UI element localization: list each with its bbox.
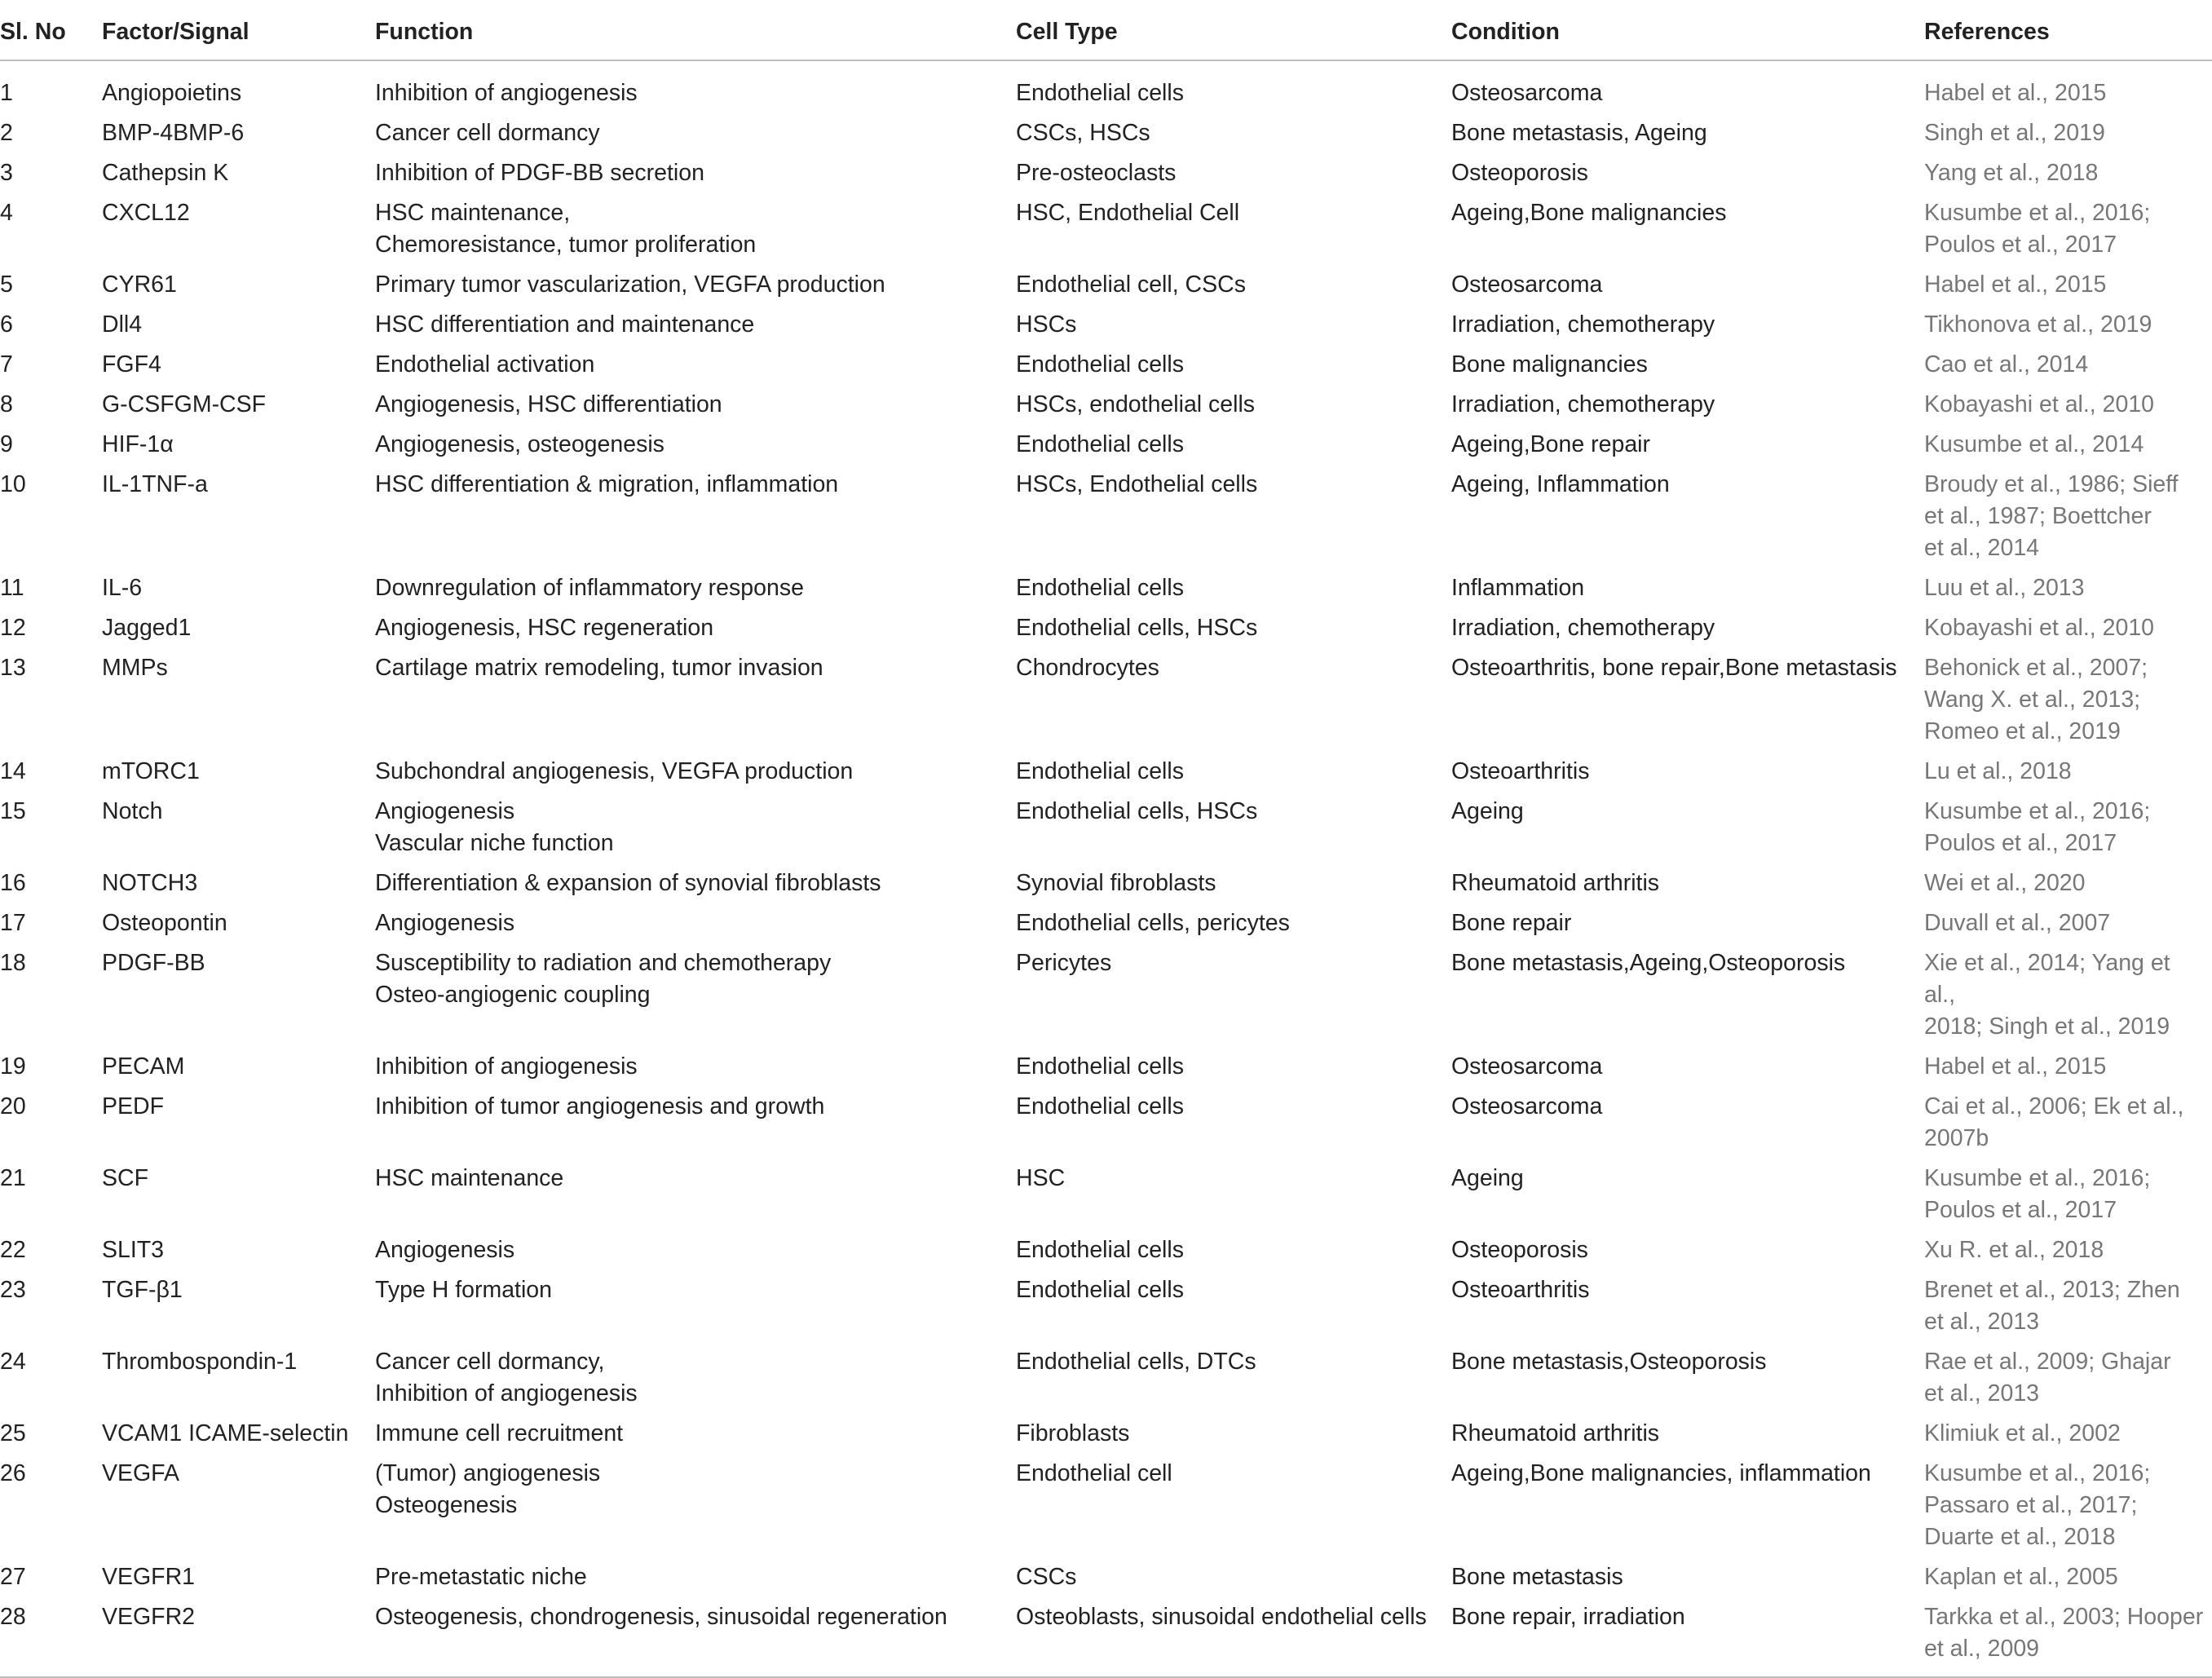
header-row (0, 7, 2212, 60)
table-row (0, 1231, 2212, 1271)
sl-no-cell: 10 (0, 471, 26, 497)
function-cell: HSC differentiation and maintenance (375, 311, 755, 338)
sl-no-cell: 21 (0, 1165, 26, 1191)
factor-cell: CYR61 (102, 272, 177, 298)
sl-no-cell: 17 (0, 910, 26, 936)
function-cell: Inhibition of angiogenesis (375, 1053, 638, 1080)
reference-cell: Kobayashi et al., 2010 (1924, 391, 2155, 417)
cell-type-cell: Endothelial cells (1016, 80, 1184, 106)
reference-cell: Kusumbe et al., 2016; Poulos et al., 2017 (1924, 1165, 2151, 1223)
cell-type-cell: Endothelial cells (1016, 1277, 1184, 1303)
condition-cell: Ageing,Bone repair (1451, 431, 1651, 457)
column-header-cell-type: Cell Type (1016, 7, 1451, 60)
factor-cell: Osteopontin (102, 910, 227, 936)
reference-cell: Luu et al., 2013 (1924, 575, 2085, 601)
table-row (0, 114, 2212, 154)
table-row (0, 1598, 2212, 1677)
factor-cell: Angiopoietins (102, 80, 242, 106)
table-row (0, 904, 2212, 944)
cell-type-cell: Endothelial cells (1016, 431, 1184, 457)
table-row (0, 1415, 2212, 1455)
factor-cell: HIF-1α (102, 431, 174, 457)
function-cell: Primary tumor vascularization, VEGFA production (375, 272, 885, 298)
function-cell: Immune cell recruitment (375, 1420, 624, 1446)
data-table (0, 7, 2212, 1678)
factor-cell: SLIT3 (102, 1237, 165, 1263)
condition-cell: Ageing (1451, 798, 1524, 824)
cell-type-cell: HSCs, Endothelial cells (1016, 471, 1258, 497)
condition-cell: Osteosarcoma (1451, 1053, 1603, 1080)
function-cell: HSC maintenance (375, 1165, 564, 1191)
condition-cell: Irradiation, chemotherapy (1451, 391, 1715, 417)
condition-cell: Osteoarthritis (1451, 758, 1590, 784)
table-row (0, 944, 2212, 1048)
table-row (0, 793, 2212, 864)
factor-cell: VEGFA (102, 1460, 180, 1486)
table-row (0, 1159, 2212, 1231)
condition-cell: Irradiation, chemotherapy (1451, 615, 1715, 641)
condition-cell: Bone metastasis,Osteoporosis (1451, 1349, 1767, 1375)
sl-no-cell: 28 (0, 1598, 102, 1677)
sl-no-cell: 8 (0, 391, 13, 417)
cell-type-cell: Endothelial cell, CSCs (1016, 272, 1246, 298)
cell-type-cell: Endothelial cells (1016, 1053, 1184, 1080)
table-row (0, 194, 2212, 266)
reference-cell: Kobayashi et al., 2010 (1924, 615, 2155, 641)
function-cell: Cancer cell dormancy (375, 120, 600, 146)
reference-cell: Brenet et al., 2013; Zhen et al., 2013 (1924, 1277, 2180, 1335)
reference-cell: Habel et al., 2015 (1924, 272, 2107, 298)
cell-type-cell: CSCs (1016, 1564, 1077, 1590)
reference-cell: Cao et al., 2014 (1924, 351, 2089, 378)
table-row (0, 1048, 2212, 1088)
sl-no-cell: 15 (0, 798, 26, 824)
sl-no-cell: 7 (0, 351, 13, 378)
table-row (0, 1455, 2212, 1558)
cell-type-cell: HSC (1016, 1165, 1066, 1191)
condition-cell: Osteoarthritis (1451, 1277, 1590, 1303)
cell-type-cell: Endothelial cells, pericytes (1016, 910, 1290, 936)
factor-cell: FGF4 (102, 351, 161, 378)
reference-cell: Xie et al., 2014; Yang et al., 2018; Singh et al., 2019 (1924, 950, 2170, 1040)
reference-cell: Xu R. et al., 2018 (1924, 1237, 2104, 1263)
factor-cell: VEGFR2 (102, 1598, 375, 1677)
condition-cell: Inflammation (1451, 575, 1585, 601)
reference-cell: Klimiuk et al., 2002 (1924, 1420, 2121, 1446)
reference-cell: Habel et al., 2015 (1924, 80, 2107, 106)
condition-cell: Osteosarcoma (1451, 1093, 1603, 1119)
sl-no-cell: 9 (0, 431, 13, 457)
column-header-sl-no: Sl. No (0, 7, 102, 60)
condition-cell: Irradiation, chemotherapy (1451, 311, 1715, 338)
condition-cell: Bone metastasis (1451, 1564, 1623, 1590)
condition-cell: Rheumatoid arthritis (1451, 1420, 1660, 1446)
table-row (0, 1271, 2212, 1343)
sl-no-cell: 12 (0, 615, 26, 641)
reference-cell: Singh et al., 2019 (1924, 120, 2105, 146)
sl-no-cell: 2 (0, 120, 13, 146)
condition-cell: Rheumatoid arthritis (1451, 870, 1660, 896)
function-cell: Osteogenesis, chondrogenesis, sinusoidal regeneration (375, 1598, 1016, 1677)
function-cell: Downregulation of inflammatory response (375, 575, 804, 601)
table-row (0, 466, 2212, 569)
reference-cell: Lu et al., 2018 (1924, 758, 2072, 784)
sl-no-cell: 20 (0, 1093, 26, 1119)
function-cell: Angiogenesis Vascular niche function (375, 798, 614, 856)
reference-cell: Tarkka et al., 2003; Hooper et al., 2009 (1924, 1598, 2212, 1677)
function-cell: Angiogenesis, HSC differentiation (375, 391, 722, 417)
function-cell: Inhibition of angiogenesis (375, 80, 638, 106)
table-row (0, 1558, 2212, 1598)
cell-type-cell: Endothelial cells (1016, 1237, 1184, 1263)
function-cell: HSC maintenance, Chemoresistance, tumor proliferation (375, 200, 757, 258)
cell-type-cell: HSCs, endothelial cells (1016, 391, 1256, 417)
condition-cell: Ageing (1451, 1165, 1524, 1191)
condition-cell: Bone malignancies (1451, 351, 1648, 378)
function-cell: (Tumor) angiogenesis Osteogenesis (375, 1460, 601, 1518)
cell-type-cell: Endothelial cells (1016, 1093, 1184, 1119)
sl-no-cell: 14 (0, 758, 26, 784)
table-row (0, 426, 2212, 466)
reference-cell: Tikhonova et al., 2019 (1924, 311, 2152, 338)
sl-no-cell: 3 (0, 160, 13, 186)
table-row (0, 154, 2212, 194)
table-row (0, 1088, 2212, 1159)
condition-cell: Ageing,Bone malignancies, inflammation (1451, 1460, 1871, 1486)
column-header-condition: Condition (1451, 7, 1924, 60)
sl-no-cell: 13 (0, 655, 26, 681)
cell-type-cell: CSCs, HSCs (1016, 120, 1150, 146)
reference-cell: Kusumbe et al., 2016; Passaro et al., 2017; Duarte et al., 2018 (1924, 1460, 2151, 1550)
condition-cell: Bone repair, irradiation (1451, 1598, 1924, 1677)
factor-cell: TGF-β1 (102, 1277, 183, 1303)
function-cell: Type H formation (375, 1277, 553, 1303)
factor-cell: Notch (102, 798, 163, 824)
factor-cell: IL-6 (102, 575, 143, 601)
function-cell: Angiogenesis (375, 1237, 515, 1263)
reference-cell: Rae et al., 2009; Ghajar et al., 2013 (1924, 1349, 2171, 1406)
sl-no-cell: 1 (0, 80, 13, 106)
cell-type-cell: Osteoblasts, sinusoidal endothelial cells (1016, 1598, 1451, 1677)
condition-cell: Bone metastasis, Ageing (1451, 120, 1707, 146)
condition-cell: Ageing,Bone malignancies (1451, 200, 1727, 226)
sl-no-cell: 4 (0, 200, 13, 226)
condition-cell: Ageing, Inflammation (1451, 471, 1670, 497)
column-header-function: Function (375, 7, 1016, 60)
cell-type-cell: HSC, Endothelial Cell (1016, 200, 1240, 226)
reference-cell: Broudy et al., 1986; Sieff et al., 1987; Boettcher et al., 2014 (1924, 471, 2179, 561)
table-row (0, 60, 2212, 114)
factor-cell: IL-1TNF-a (102, 471, 208, 497)
sl-no-cell: 18 (0, 950, 26, 976)
function-cell: Inhibition of PDGF-BB secretion (375, 160, 704, 186)
factor-cell: PDGF-BB (102, 950, 205, 976)
cell-type-cell: Endothelial cells (1016, 758, 1184, 784)
table-row (0, 306, 2212, 346)
cell-type-cell: HSCs (1016, 311, 1077, 338)
reference-cell: Behonick et al., 2007; Wang X. et al., 2013; Romeo et al., 2019 (1924, 655, 2148, 744)
table-row (0, 346, 2212, 386)
sl-no-cell: 22 (0, 1237, 26, 1263)
table-row (0, 569, 2212, 609)
column-header-references: References (1924, 7, 2212, 60)
reference-cell: Habel et al., 2015 (1924, 1053, 2107, 1080)
sl-no-cell: 19 (0, 1053, 26, 1080)
factor-cell: BMP-4BMP-6 (102, 120, 245, 146)
condition-cell: Bone metastasis,Ageing,Osteoporosis (1451, 950, 1846, 976)
sl-no-cell: 6 (0, 311, 13, 338)
function-cell: HSC differentiation & migration, inflammation (375, 471, 839, 497)
table-body (0, 60, 2212, 1677)
factor-cell: PEDF (102, 1093, 165, 1119)
reference-cell: Cai et al., 2006; Ek et al., 2007b (1924, 1093, 2184, 1151)
sl-no-cell: 5 (0, 272, 13, 298)
reference-cell: Duvall et al., 2007 (1924, 910, 2111, 936)
function-cell: Pre-metastatic niche (375, 1564, 587, 1590)
cell-type-cell: Fibroblasts (1016, 1420, 1130, 1446)
reference-cell: Kusumbe et al., 2016; Poulos et al., 2017 (1924, 798, 2151, 856)
factor-cell: MMPs (102, 655, 168, 681)
condition-cell: Bone repair (1451, 910, 1572, 936)
factor-cell: CXCL12 (102, 200, 190, 226)
sl-no-cell: 26 (0, 1460, 26, 1486)
table-header (0, 7, 2212, 60)
function-cell: Inhibition of tumor angiogenesis and growth (375, 1093, 825, 1119)
factor-cell: G-CSFGM-CSF (102, 391, 267, 417)
table-row (0, 753, 2212, 793)
reference-cell: Wei et al., 2020 (1924, 870, 2086, 896)
cell-type-cell: Pericytes (1016, 950, 1112, 976)
cell-type-cell: Endothelial cells, HSCs (1016, 615, 1258, 641)
condition-cell: Osteoarthritis, bone repair,Bone metastasis (1451, 655, 1897, 681)
reference-cell: Yang et al., 2018 (1924, 160, 2099, 186)
factor-cell: Cathepsin K (102, 160, 229, 186)
reference-cell: Kusumbe et al., 2016; Poulos et al., 2017 (1924, 200, 2151, 258)
table-row (0, 609, 2212, 649)
sl-no-cell: 11 (0, 575, 24, 601)
factor-cell: Dll4 (102, 311, 143, 338)
cell-type-cell: Chondrocytes (1016, 655, 1159, 681)
function-cell: Angiogenesis, HSC regeneration (375, 615, 714, 641)
reference-cell: Kusumbe et al., 2014 (1924, 431, 2144, 457)
factor-cell: NOTCH3 (102, 870, 198, 896)
condition-cell: Osteosarcoma (1451, 80, 1603, 106)
condition-cell: Osteoporosis (1451, 1237, 1588, 1263)
factor-cell: Thrombospondin-1 (102, 1349, 298, 1375)
sl-no-cell: 24 (0, 1349, 26, 1375)
cell-type-cell: Endothelial cells (1016, 575, 1184, 601)
sl-no-cell: 25 (0, 1420, 26, 1446)
factor-cell: PECAM (102, 1053, 185, 1080)
factor-cell: mTORC1 (102, 758, 200, 784)
factor-cell: VCAM1 ICAME-selectin (102, 1420, 349, 1446)
cell-type-cell: Endothelial cells, DTCs (1016, 1349, 1256, 1375)
cell-type-cell: Endothelial cells (1016, 351, 1184, 378)
function-cell: Cancer cell dormancy, Inhibition of angiogenesis (375, 1349, 638, 1406)
function-cell: Angiogenesis (375, 910, 515, 936)
column-header-factor-signal: Factor/Signal (102, 7, 375, 60)
condition-cell: Osteoporosis (1451, 160, 1588, 186)
table-row (0, 386, 2212, 426)
cell-type-cell: Pre-osteoclasts (1016, 160, 1177, 186)
condition-cell: Osteosarcoma (1451, 272, 1603, 298)
table-row (0, 1343, 2212, 1415)
sl-no-cell: 23 (0, 1277, 26, 1303)
sl-no-cell: 16 (0, 870, 26, 896)
cell-type-cell: Endothelial cell (1016, 1460, 1172, 1486)
cell-type-cell: Endothelial cells, HSCs (1016, 798, 1258, 824)
factor-cell: Jagged1 (102, 615, 192, 641)
function-cell: Susceptibility to radiation and chemotherapy Osteo-angiogenic coupling (375, 950, 832, 1008)
table-row (0, 649, 2212, 753)
function-cell: Angiogenesis, osteogenesis (375, 431, 664, 457)
function-cell: Differentiation & expansion of synovial fibroblasts (375, 870, 881, 896)
table-row (0, 864, 2212, 904)
factor-cell: SCF (102, 1165, 148, 1191)
sl-no-cell: 27 (0, 1564, 26, 1590)
cell-type-cell: Synovial fibroblasts (1016, 870, 1216, 896)
function-cell: Cartilage matrix remodeling, tumor invasion (375, 655, 823, 681)
function-cell: Endothelial activation (375, 351, 595, 378)
function-cell: Subchondral angiogenesis, VEGFA production (375, 758, 854, 784)
factor-cell: VEGFR1 (102, 1564, 196, 1590)
reference-cell: Kaplan et al., 2005 (1924, 1564, 2118, 1590)
table-row (0, 266, 2212, 306)
